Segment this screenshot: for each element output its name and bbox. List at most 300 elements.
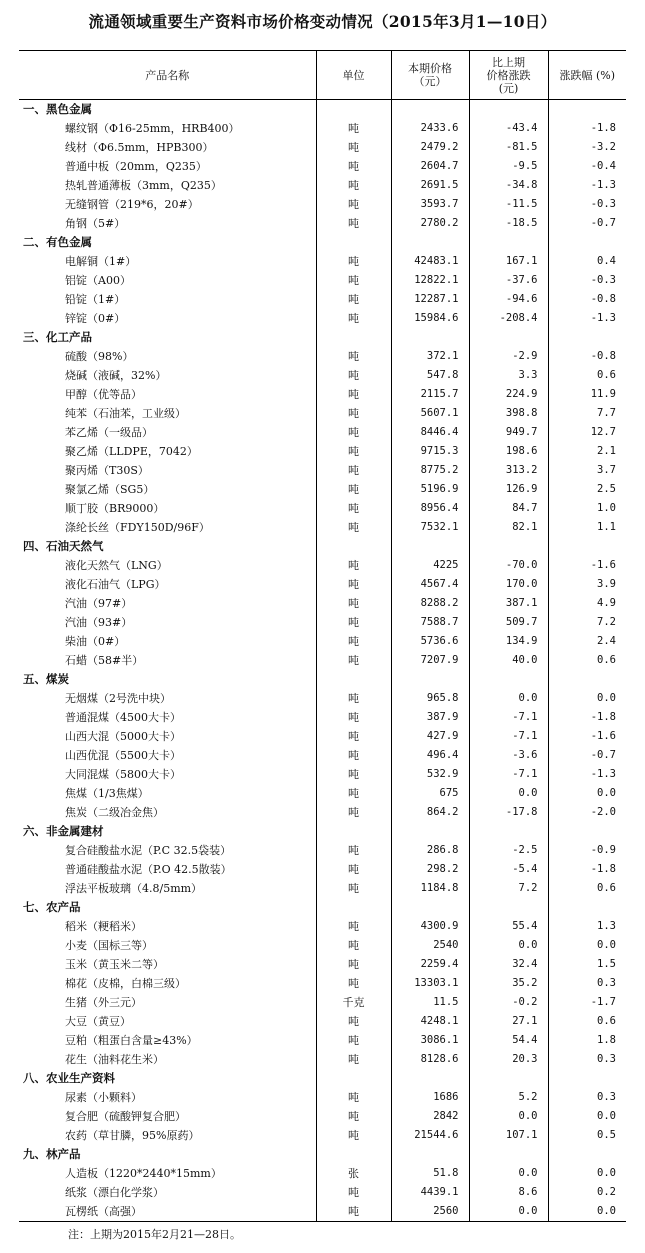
unit-cell: 吨 (316, 252, 391, 271)
price-cell: 12287.1 (391, 290, 469, 309)
unit-cell: 吨 (316, 214, 391, 233)
change-cell: -37.6 (469, 271, 548, 290)
unit-cell: 吨 (316, 1107, 391, 1126)
product-name: 山西大混（5000大卡） (65, 730, 181, 743)
pct-cell: 0.3 (548, 974, 626, 993)
change-cell: 35.2 (469, 974, 548, 993)
category-title: 八、农业生产资料 (23, 1071, 115, 1085)
table-row (19, 442, 626, 461)
pct-cell: 0.0 (548, 1202, 626, 1222)
empty-cell (316, 1145, 391, 1164)
unit-cell: 吨 (316, 803, 391, 822)
product-name: 汽油（97#） (65, 597, 133, 610)
unit-cell: 吨 (316, 1088, 391, 1107)
product-name: 花生（油料花生米） (65, 1053, 164, 1066)
unit-cell: 吨 (316, 955, 391, 974)
category-row (19, 328, 626, 347)
product-name: 柴油（0#） (65, 635, 126, 648)
empty-cell (316, 537, 391, 556)
change-cell: 134.9 (469, 632, 548, 651)
unit-cell: 吨 (316, 1050, 391, 1069)
product-name: 无缝钢管（219*6，20#） (65, 198, 199, 211)
product-name: 纸浆（漂白化学浆） (65, 1186, 164, 1199)
empty-cell (316, 670, 391, 689)
price-cell: 7588.7 (391, 613, 469, 632)
table-row (19, 1050, 626, 1069)
change-cell: -9.5 (469, 157, 548, 176)
pct-cell: -1.6 (548, 727, 626, 746)
table-row (19, 746, 626, 765)
price-cell: 372.1 (391, 347, 469, 366)
change-cell: 0.0 (469, 1202, 548, 1222)
empty-cell (316, 233, 391, 252)
product-name: 热轧普通薄板（3mm，Q235） (65, 179, 222, 192)
price-cell: 11.5 (391, 993, 469, 1012)
product-name: 石蜡（58#半） (65, 654, 144, 667)
pct-cell: 0.4 (548, 252, 626, 271)
unit-cell: 吨 (316, 157, 391, 176)
unit-cell: 吨 (316, 499, 391, 518)
footnote: 注：上期为2015年2月21—28日。 (68, 1228, 241, 1241)
category-title: 五、煤炭 (23, 672, 69, 686)
change-cell: -17.8 (469, 803, 548, 822)
pct-cell: -1.8 (548, 708, 626, 727)
price-cell: 7532.1 (391, 518, 469, 537)
table-row (19, 385, 626, 404)
change-cell: 54.4 (469, 1031, 548, 1050)
pct-cell: 2.4 (548, 632, 626, 651)
pct-cell: 0.6 (548, 651, 626, 670)
product-name: 烧碱（液碱，32%） (65, 369, 167, 382)
product-name: 尿素（小颗料） (65, 1091, 142, 1104)
empty-cell (548, 1069, 626, 1088)
product-name: 浮法平板玻璃（4.8/5mm） (65, 882, 203, 895)
category-title: 四、石油天然气 (23, 539, 104, 553)
empty-cell (548, 328, 626, 347)
table-row (19, 271, 626, 290)
price-cell: 2433.6 (391, 119, 469, 138)
pct-cell: -0.3 (548, 271, 626, 290)
product-name: 电解铜（1#） (65, 255, 137, 268)
pct-cell: 0.0 (548, 1107, 626, 1126)
empty-cell (469, 100, 548, 120)
change-cell: 82.1 (469, 518, 548, 537)
change-cell: 170.0 (469, 575, 548, 594)
price-cell: 4225 (391, 556, 469, 575)
empty-cell (391, 100, 469, 120)
unit-cell: 吨 (316, 138, 391, 157)
price-cell: 2115.7 (391, 385, 469, 404)
product-name: 螺纹钢（Φ16-25mm，HRB400） (65, 122, 240, 135)
product-name: 生猪（外三元） (65, 996, 142, 1009)
price-cell: 12822.1 (391, 271, 469, 290)
product-name: 玉米（黄玉米二等） (65, 958, 164, 971)
table-row (19, 594, 626, 613)
pct-cell: -1.3 (548, 765, 626, 784)
change-cell: -2.5 (469, 841, 548, 860)
price-cell: 675 (391, 784, 469, 803)
table-row (19, 1088, 626, 1107)
price-cell: 864.2 (391, 803, 469, 822)
change-cell: 84.7 (469, 499, 548, 518)
change-cell: -5.4 (469, 860, 548, 879)
table-row (19, 461, 626, 480)
unit-cell: 吨 (316, 974, 391, 993)
page-title: 流通领域重要生产资料市场价格变动情况（2015年3月1—10日） (88, 12, 557, 31)
empty-cell (391, 1145, 469, 1164)
change-cell: 0.0 (469, 689, 548, 708)
change-cell: -0.2 (469, 993, 548, 1012)
table-row (19, 708, 626, 727)
pct-cell: 0.0 (548, 936, 626, 955)
unit-cell: 吨 (316, 518, 391, 537)
category-row (19, 100, 626, 120)
table-row (19, 518, 626, 537)
empty-cell (548, 537, 626, 556)
product-name: 苯乙烯（一级品） (65, 426, 153, 439)
price-cell: 13303.1 (391, 974, 469, 993)
table-row (19, 366, 626, 385)
unit-cell: 吨 (316, 119, 391, 138)
header-change-line-3: (元) (498, 81, 519, 95)
empty-cell (548, 233, 626, 252)
unit-cell: 吨 (316, 309, 391, 328)
unit-cell: 吨 (316, 1202, 391, 1222)
pct-cell: 0.6 (548, 366, 626, 385)
pct-cell: -1.3 (548, 309, 626, 328)
category-title: 一、黑色金属 (23, 102, 92, 116)
pct-cell: 1.8 (548, 1031, 626, 1050)
change-cell: -2.9 (469, 347, 548, 366)
unit-cell: 吨 (316, 1031, 391, 1050)
empty-cell (548, 822, 626, 841)
pct-cell: -3.2 (548, 138, 626, 157)
unit-cell: 吨 (316, 423, 391, 442)
empty-cell (391, 537, 469, 556)
price-cell: 4567.4 (391, 575, 469, 594)
empty-cell (469, 233, 548, 252)
product-name: 小麦（国标三等） (65, 939, 153, 952)
pct-cell: -1.8 (548, 119, 626, 138)
product-name: 硫酸（98%） (65, 350, 134, 363)
table-row (19, 214, 626, 233)
product-name: 线材（Φ6.5mm，HPB300） (65, 141, 214, 154)
price-cell: 4300.9 (391, 917, 469, 936)
pct-cell: -0.7 (548, 214, 626, 233)
category-title: 六、非金属建材 (23, 824, 104, 838)
unit-cell: 吨 (316, 480, 391, 499)
pct-cell: 0.6 (548, 879, 626, 898)
pct-cell: 7.7 (548, 404, 626, 423)
unit-cell: 吨 (316, 442, 391, 461)
change-cell: -3.6 (469, 746, 548, 765)
change-cell: 55.4 (469, 917, 548, 936)
product-name: 铝锭（A00） (65, 274, 131, 287)
empty-cell (469, 537, 548, 556)
unit-cell: 吨 (316, 860, 391, 879)
table-row (19, 499, 626, 518)
pct-cell: 4.9 (548, 594, 626, 613)
product-name: 大同混煤（5800大卡） (65, 768, 181, 781)
price-cell: 2479.2 (391, 138, 469, 157)
price-cell: 298.2 (391, 860, 469, 879)
change-cell: -43.4 (469, 119, 548, 138)
pct-cell: 7.2 (548, 613, 626, 632)
table-row (19, 727, 626, 746)
unit-cell: 吨 (316, 841, 391, 860)
change-cell: 0.0 (469, 1164, 548, 1183)
table-row (19, 841, 626, 860)
product-name: 瓦楞纸（高强） (19, 1202, 316, 1222)
table-row (19, 252, 626, 271)
price-cell: 3593.7 (391, 195, 469, 214)
price-cell: 2780.2 (391, 214, 469, 233)
table-row (19, 290, 626, 309)
unit-cell: 吨 (316, 917, 391, 936)
header-price (391, 51, 469, 100)
price-cell: 8288.2 (391, 594, 469, 613)
empty-cell (391, 233, 469, 252)
table-row (19, 347, 626, 366)
table-row (19, 157, 626, 176)
pct-cell: 0.2 (548, 1183, 626, 1202)
price-cell: 286.8 (391, 841, 469, 860)
table-row (19, 1126, 626, 1145)
product-name: 普通中板（20mm，Q235） (65, 160, 207, 173)
unit-cell: 吨 (316, 176, 391, 195)
change-cell: 0.0 (469, 784, 548, 803)
table-row (19, 955, 626, 974)
price-cell: 1686 (391, 1088, 469, 1107)
change-cell: 32.4 (469, 955, 548, 974)
pct-cell: 0.6 (548, 1012, 626, 1031)
product-name: 纯苯（石油苯，工业级） (65, 407, 186, 420)
product-name: 农药（草甘膦，95%原药） (65, 1129, 200, 1142)
change-cell: -7.1 (469, 727, 548, 746)
category-title: 三、化工产品 (23, 330, 92, 344)
price-cell: 3086.1 (391, 1031, 469, 1050)
table-row (19, 689, 626, 708)
price-cell: 496.4 (391, 746, 469, 765)
category-row (19, 670, 626, 689)
product-name: 聚乙烯（LLDPE，7042） (65, 445, 198, 458)
change-cell: 7.2 (469, 879, 548, 898)
pct-cell: 3.7 (548, 461, 626, 480)
empty-cell (316, 898, 391, 917)
change-cell: 126.9 (469, 480, 548, 499)
table-row (19, 556, 626, 575)
product-name: 汽油（93#） (65, 616, 133, 629)
price-cell: 8446.4 (391, 423, 469, 442)
price-cell: 2560 (391, 1202, 469, 1222)
unit-cell: 吨 (316, 746, 391, 765)
price-cell: 2691.5 (391, 176, 469, 195)
category-title: 七、农产品 (23, 900, 81, 914)
price-cell: 8956.4 (391, 499, 469, 518)
table-row (19, 1107, 626, 1126)
category-title: 二、有色金属 (23, 235, 92, 249)
unit-cell: 吨 (316, 290, 391, 309)
unit-cell: 吨 (316, 613, 391, 632)
product-name: 液化石油气（LPG） (65, 578, 166, 591)
price-cell: 9715.3 (391, 442, 469, 461)
product-name: 顺丁胶（BR9000） (65, 502, 165, 515)
empty-cell (548, 898, 626, 917)
pct-cell: -1.3 (548, 176, 626, 195)
pct-cell: -1.8 (548, 860, 626, 879)
unit-cell: 吨 (316, 575, 391, 594)
product-name: 普通混煤（4500大卡） (65, 711, 181, 724)
product-name: 聚氯乙烯（SG5） (65, 483, 155, 496)
unit-cell: 吨 (316, 385, 391, 404)
price-cell: 7207.9 (391, 651, 469, 670)
price-cell: 5736.6 (391, 632, 469, 651)
empty-cell (316, 328, 391, 347)
product-name: 人造板（1220*2440*15mm） (65, 1167, 222, 1180)
category-row (19, 822, 626, 841)
table-row (19, 423, 626, 442)
header-change (469, 51, 548, 100)
table-row (19, 138, 626, 157)
unit-cell: 吨 (316, 347, 391, 366)
table-row (19, 1012, 626, 1031)
empty-cell (548, 1145, 626, 1164)
table-row (19, 803, 626, 822)
product-name: 液化天然气（LNG） (65, 559, 168, 572)
table-row (19, 860, 626, 879)
price-cell: 427.9 (391, 727, 469, 746)
header-product-name: 产品名称 (19, 51, 316, 100)
header-price-line-2: （元） (413, 75, 447, 88)
table-row (19, 309, 626, 328)
pct-cell: -0.3 (548, 195, 626, 214)
table-row (19, 974, 626, 993)
category-row (19, 233, 626, 252)
table-row (19, 404, 626, 423)
product-name: 角钢（5#） (65, 217, 126, 230)
table-row (19, 195, 626, 214)
pct-cell: -0.4 (548, 157, 626, 176)
pct-cell: -1.6 (548, 556, 626, 575)
header-row (19, 51, 626, 100)
product-name: 聚丙烯（T30S） (65, 464, 149, 477)
product-name: 涤纶长丝（FDY150D/96F） (65, 521, 210, 534)
category-row (19, 537, 626, 556)
product-name: 山西优混（5500大卡） (65, 749, 181, 762)
pct-cell: 1.5 (548, 955, 626, 974)
unit-cell: 吨 (316, 689, 391, 708)
header-pct: 涨跌幅 (%) (548, 51, 626, 100)
pct-cell: 2.5 (548, 480, 626, 499)
empty-cell (391, 328, 469, 347)
table-row (19, 119, 626, 138)
unit-cell: 吨 (316, 271, 391, 290)
change-cell: -7.1 (469, 708, 548, 727)
header-change-line-1: 比上期 (492, 55, 525, 69)
change-cell: -11.5 (469, 195, 548, 214)
pct-cell: -0.9 (548, 841, 626, 860)
price-cell: 2259.4 (391, 955, 469, 974)
category-row (19, 1145, 626, 1164)
empty-cell (469, 822, 548, 841)
table-row (19, 917, 626, 936)
unit-cell: 吨 (316, 404, 391, 423)
pct-cell: -0.8 (548, 347, 626, 366)
price-cell: 4439.1 (391, 1183, 469, 1202)
change-cell: 0.0 (469, 1107, 548, 1126)
change-cell: 27.1 (469, 1012, 548, 1031)
table-row (19, 879, 626, 898)
unit-cell: 吨 (316, 461, 391, 480)
price-cell: 5607.1 (391, 404, 469, 423)
change-cell: 167.1 (469, 252, 548, 271)
table-row (19, 651, 626, 670)
price-cell: 15984.6 (391, 309, 469, 328)
table-row (19, 1031, 626, 1050)
change-cell: 198.6 (469, 442, 548, 461)
unit-cell: 吨 (316, 879, 391, 898)
unit-cell: 吨 (316, 556, 391, 575)
product-name: 普通硅酸盐水泥（P.O 42.5散装） (65, 863, 232, 876)
product-name: 棉花（皮棉，白棉三级） (65, 977, 186, 990)
unit-cell: 吨 (316, 195, 391, 214)
empty-cell (469, 328, 548, 347)
pct-cell: 0.0 (548, 1164, 626, 1183)
change-cell: 20.3 (469, 1050, 548, 1069)
header-change-line-2: 价格涨跌 (486, 68, 531, 82)
empty-cell (391, 1069, 469, 1088)
empty-cell (316, 100, 391, 120)
empty-cell (469, 1069, 548, 1088)
change-cell: 40.0 (469, 651, 548, 670)
unit-cell: 吨 (316, 936, 391, 955)
product-name: 豆粕（粗蛋白含量≥43%） (65, 1034, 198, 1047)
pct-cell: 0.0 (548, 689, 626, 708)
price-cell: 1184.8 (391, 879, 469, 898)
unit-cell: 吨 (316, 632, 391, 651)
product-name: 焦炭（二级冶金焦） (65, 806, 164, 819)
change-cell: 509.7 (469, 613, 548, 632)
table-row (19, 575, 626, 594)
price-cell: 5196.9 (391, 480, 469, 499)
pct-cell: -2.0 (548, 803, 626, 822)
product-name: 锌锭（0#） (65, 312, 126, 325)
price-cell: 4248.1 (391, 1012, 469, 1031)
change-cell: 224.9 (469, 385, 548, 404)
change-cell: -18.5 (469, 214, 548, 233)
change-cell: 3.3 (469, 366, 548, 385)
product-name: 焦煤（1/3焦煤） (65, 787, 149, 800)
product-name: 铅锭（1#） (65, 293, 126, 306)
unit-cell: 吨 (316, 366, 391, 385)
category-row (19, 1069, 626, 1088)
price-cell: 2540 (391, 936, 469, 955)
category-row (19, 898, 626, 917)
pct-cell: 3.9 (548, 575, 626, 594)
pct-cell: 1.3 (548, 917, 626, 936)
change-cell: -94.6 (469, 290, 548, 309)
table-body (19, 100, 626, 1222)
empty-cell (548, 100, 626, 120)
price-cell: 965.8 (391, 689, 469, 708)
table-row (19, 613, 626, 632)
price-cell: 8775.2 (391, 461, 469, 480)
change-cell: -70.0 (469, 556, 548, 575)
table-row (19, 480, 626, 499)
pct-cell: 2.1 (548, 442, 626, 461)
product-name: 复合硅酸盐水泥（P.C 32.5袋装） (65, 844, 232, 857)
change-cell: 107.1 (469, 1126, 548, 1145)
